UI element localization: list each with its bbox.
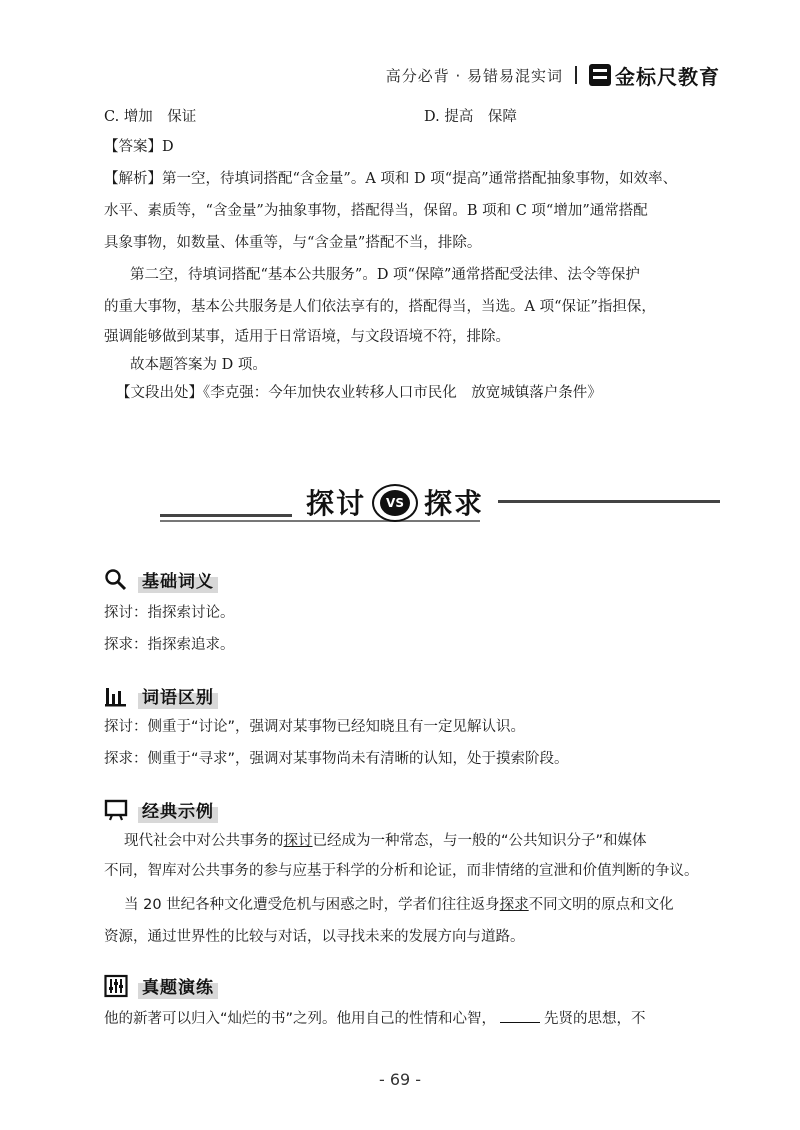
section-heading-basic: [104, 566, 218, 593]
example-2-line-2: 资源，通过世界性的比较与对话，以寻找未来的发展方向与道路。: [104, 929, 525, 945]
example-1-text-a: 现代社会中对公共事务的: [124, 833, 284, 849]
diff-line-2: 探求：侧重于“寻求”，强调对某事物尚未有清晰的认知，处于摸索阶段。: [104, 751, 569, 767]
analysis-line-3: 具象事物，如数量、体重等，与“含金量”搭配不当，排除。: [104, 235, 482, 251]
example-1-line-1: [124, 830, 647, 852]
header-subtitle: 高分必背 · 易错易混实词: [385, 66, 563, 85]
analysis-line-5: 的重大事物，基本公共服务是人们依法享有的，搭配得当，当选。A 项“保证”指担保，: [104, 299, 656, 315]
section-title-examples: 经典示例: [138, 796, 218, 823]
source-line: 【文段出处】《李克强：今年加快农业转移人口市民化 放宽城镇落户条件》: [116, 385, 602, 401]
example-2-keyword: 探求: [499, 897, 529, 913]
example-1-line-2: 不同，智库对公共事务的参与应基于科学的分析和论证，而非情绪的宣泄和价值判断的争议。: [104, 863, 699, 879]
section-heading-examples: [104, 796, 218, 823]
answer-line: 【答案】D: [104, 139, 174, 155]
example-2-line-1: [124, 894, 674, 916]
analysis-line-6: 强调能够做到某事，适用于日常语境，与文段语境不符，排除。: [104, 329, 510, 345]
banner-rule-left: [160, 514, 292, 517]
practice-text-a: 他的新著可以归入“灿烂的书”之列。他用自己的性情和心智，: [104, 1011, 497, 1027]
section-heading-practice: [104, 972, 218, 999]
conclusion-line: 故本题答案为 D 项。: [130, 357, 267, 373]
section-title-basic: 基础词义: [138, 566, 218, 593]
vs-badge: [372, 484, 418, 522]
section-title-practice: 真题演练: [138, 972, 218, 999]
analysis-line-4: 第二空，待填词搭配“基本公共服务”。D 项“保障”通常搭配受法律、法令等保护: [130, 267, 640, 283]
example-2-text-a: 当 20 世纪各种文化遭受危机与困惑之时，学者们往往返身: [124, 897, 500, 913]
page-header: [386, 60, 720, 90]
diff-line-1: 探讨：侧重于“讨论”，强调对某事物已经知晓且有一定见解认识。: [104, 719, 526, 735]
analysis-line-2: 水平、素质等，“含金量”为抽象事物，搭配得当，保留。B 项和 C 项“增加”通常搭配: [104, 203, 648, 219]
example-1-keyword: 探讨: [283, 833, 313, 849]
search-icon: [104, 568, 128, 592]
page-number: - 69 -: [378, 1070, 422, 1089]
brand-logo-icon: [589, 64, 611, 86]
section-title-diff: 词语区别: [138, 682, 218, 709]
presentation-board-icon: [104, 798, 128, 822]
example-1-text-b: 已经成为一种常态，与一般的“公共知识分子”和媒体: [312, 833, 647, 849]
basic-line-1: 探讨：指探索讨论。: [104, 605, 235, 621]
sliders-icon: [104, 974, 128, 998]
example-2-text-b: 不同文明的原点和文化: [528, 897, 674, 913]
basic-line-2: 探求：指探索追求。: [104, 637, 235, 653]
vs-label: VS: [380, 490, 410, 516]
bar-chart-icon: [104, 684, 128, 708]
option-c: C. 增加 保证: [104, 109, 197, 125]
header-divider: [575, 66, 577, 84]
brand: [589, 61, 720, 90]
banner-rule-right: [498, 500, 720, 503]
banner-word-right: 探求: [424, 487, 485, 520]
brand-name: 金标尺教育: [615, 64, 720, 89]
analysis-line-1: 【解析】第一空，待填词搭配“含金量”。A 项和 D 项“提高”通常搭配抽象事物，如效率、: [104, 171, 678, 187]
option-d: D. 提高 保障: [424, 109, 517, 125]
practice-line-1: [104, 1008, 646, 1030]
comparison-banner: [160, 476, 720, 536]
section-heading-diff: [104, 682, 218, 709]
banner-word-left: 探讨: [306, 487, 367, 520]
practice-text-b: 先贤的思想，不: [544, 1011, 646, 1027]
answer-blank: [500, 1008, 540, 1023]
